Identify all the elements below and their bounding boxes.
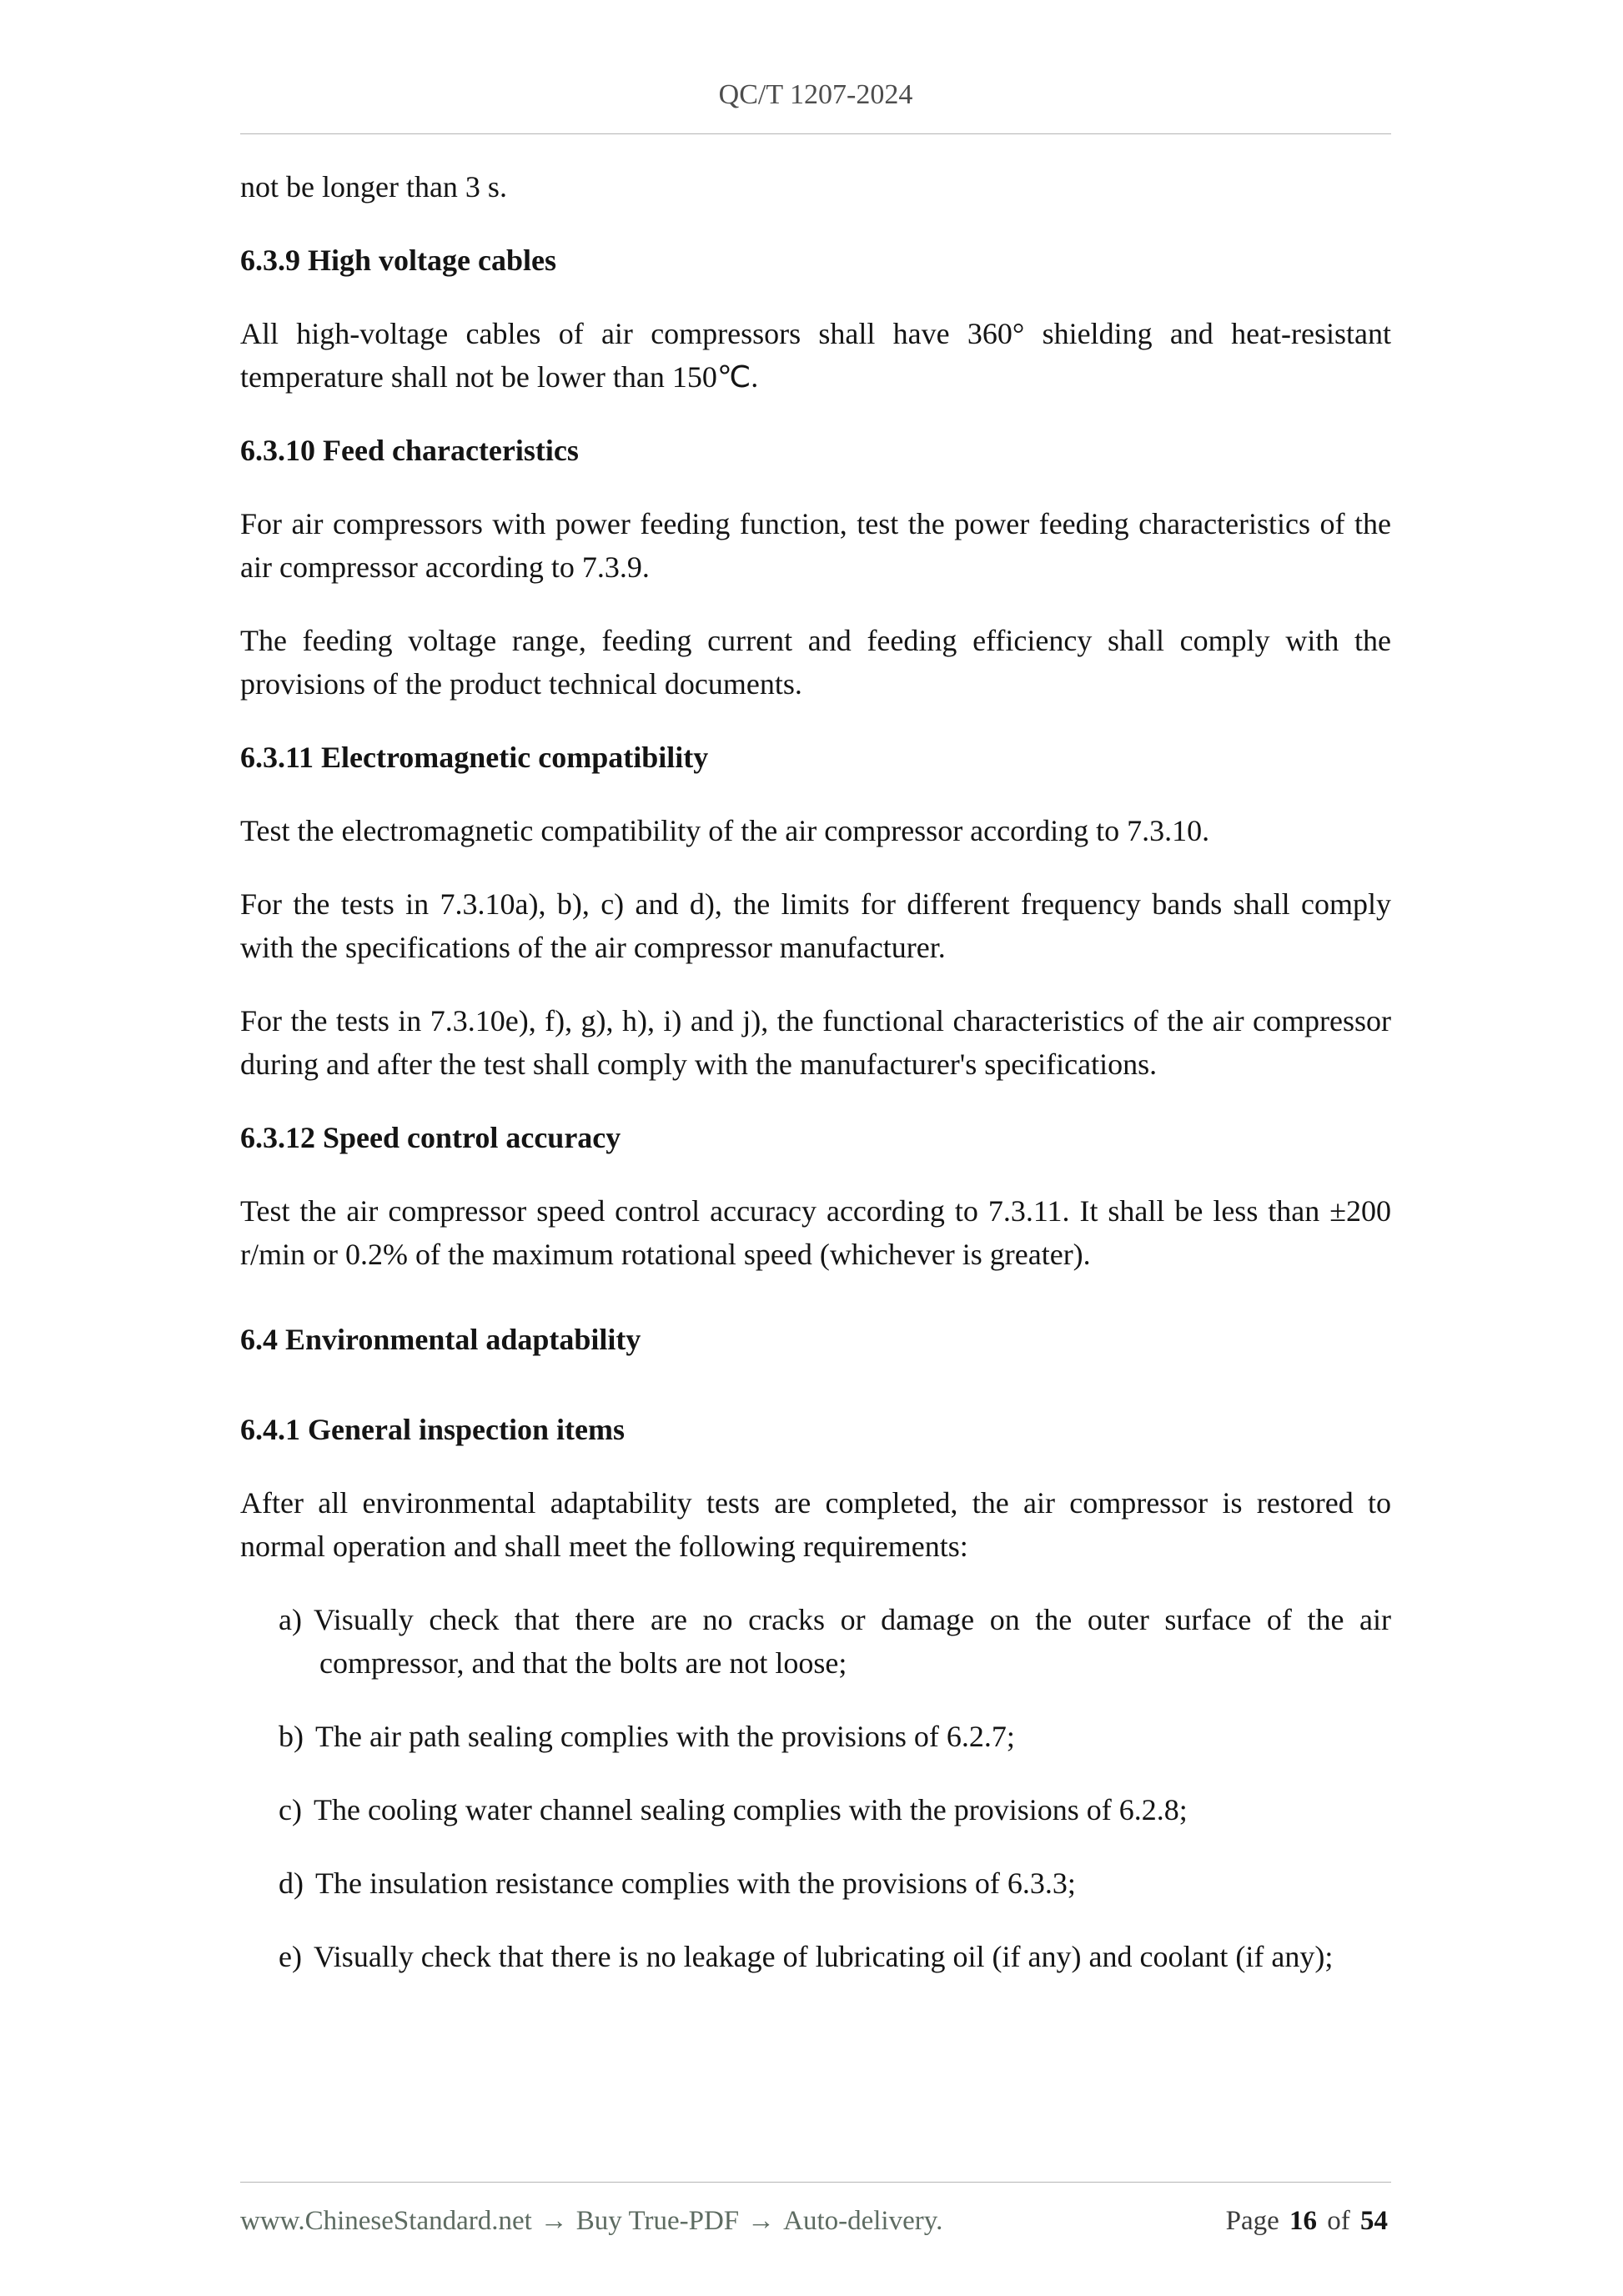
of-word: of — [1327, 2206, 1350, 2236]
section-heading: 6.3.9 High voltage cables — [240, 244, 556, 277]
page-header — [240, 78, 1391, 134]
list-item-text: The cooling water channel sealing complies with the provisions of 6.2.8; — [313, 1793, 1188, 1826]
paragraph: not be longer than 3 s. — [240, 170, 507, 203]
list-item-text: The air path sealing complies with the provisions of 6.2.7; — [315, 1720, 1015, 1753]
list-marker: d) — [279, 1866, 304, 1900]
page-number: 16 — [1289, 2206, 1317, 2236]
page-footer — [240, 2182, 1391, 2238]
list-marker: a) — [279, 1603, 302, 1636]
list-item — [240, 1788, 1391, 1831]
footer-left — [240, 2204, 942, 2238]
section-heading: 6.4 Environmental adaptability — [240, 1323, 641, 1356]
list-item — [240, 1715, 1391, 1758]
page-word: Page — [1225, 2206, 1279, 2236]
paragraph: The feeding voltage range, feeding current and feeding efficiency shall comply with the provisions of the product technical documents. — [240, 624, 1391, 701]
section-heading: 6.3.12 Speed control accuracy — [240, 1121, 621, 1154]
section-heading: 6.4.1 General inspection items — [240, 1413, 625, 1446]
list-item — [240, 1598, 1391, 1685]
paragraph: Test the air compressor speed control accuracy according to 7.3.11. It shall be less than ±200 r/min or 0.2% of the maximum rotational speed (whichever is greater). — [240, 1194, 1391, 1271]
total-pages: 54 — [1360, 2206, 1388, 2236]
footer-buy-text: Buy True-PDF — [575, 2206, 740, 2236]
list-item — [240, 1935, 1391, 1978]
doc-code: QC/T 1207-2024 — [718, 79, 913, 110]
list-marker: b) — [279, 1720, 304, 1753]
paragraph: For the tests in 7.3.10e), f), g), h), i) and j), the functional characteristics of the air compressor during and after the test shall comply with the manufacturer's specifications. — [240, 1004, 1391, 1081]
website-link[interactable]: www.ChineseStandard.net — [240, 2206, 532, 2236]
section-heading: 6.3.10 Feed characteristics — [240, 434, 579, 467]
arrow-icon: → — [747, 2206, 776, 2236]
page-indicator — [1226, 2204, 1391, 2238]
list-item-text: The insulation resistance complies with the provisions of 6.3.3; — [315, 1866, 1076, 1900]
paragraph: For air compressors with power feeding function, test the power feeding characteristics of the air compressor according to 7.3.9. — [240, 507, 1391, 584]
list-item — [240, 1861, 1391, 1905]
list-marker: e) — [279, 1940, 302, 1973]
paragraph: Test the electromagnetic compatibility of the air compressor according to 7.3.10. — [240, 814, 1210, 847]
section-heading: 6.3.11 Electromagnetic compatibility — [240, 741, 709, 774]
list-item-text: Visually check that there are no cracks or damage on the outer surface of the air compressor, and that the bolts are not loose; — [313, 1603, 1391, 1680]
paragraph: All high-voltage cables of air compressors shall have 360° shielding and heat-resistant temperature shall not be lower than 150℃. — [240, 317, 1391, 394]
arrow-icon: → — [540, 2206, 568, 2236]
list-marker: c) — [279, 1793, 302, 1826]
paragraph: After all environmental adaptability tests are completed, the air compressor is restored to normal operation and shall meet the following requirements: — [240, 1486, 1391, 1563]
list-item-text: Visually check that there is no leakage of lubricating oil (if any) and coolant (if any); — [313, 1940, 1334, 1973]
document-body — [240, 165, 1391, 2008]
footer-delivery-text: Auto-delivery. — [783, 2206, 943, 2236]
paragraph: For the tests in 7.3.10a), b), c) and d), the limits for different frequency bands shall comply with the specifications of the air compressor manufacturer. — [240, 887, 1391, 964]
